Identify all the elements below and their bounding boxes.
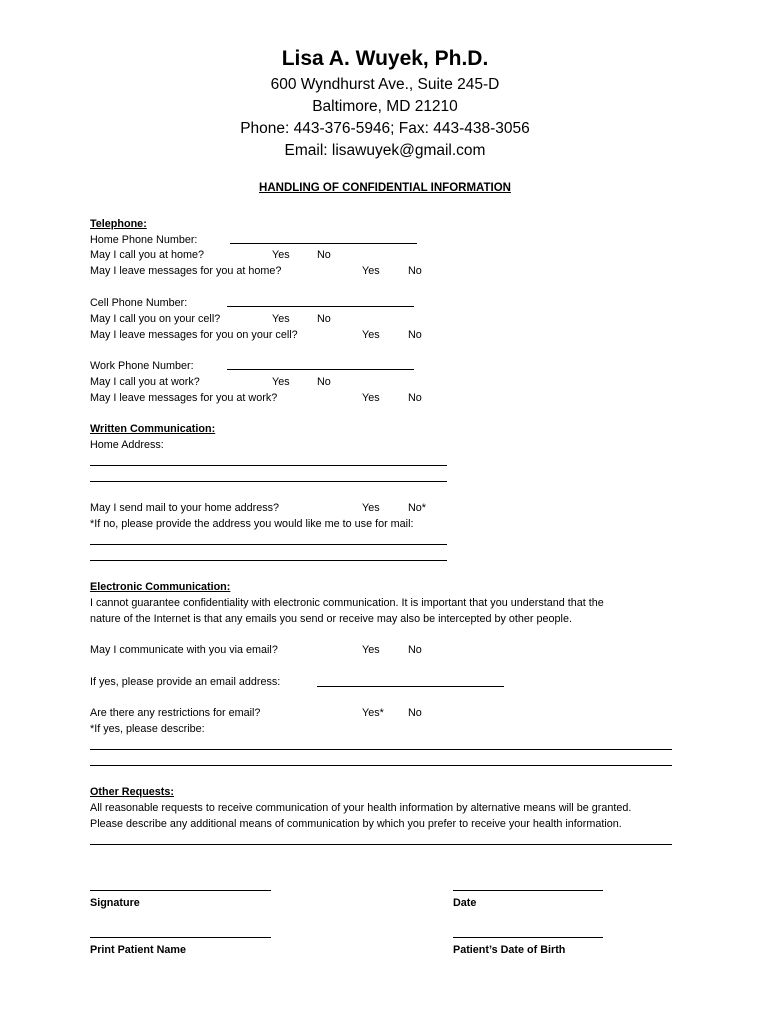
cell-phone-label: Cell Phone Number: — [90, 297, 188, 309]
cell-msg-no[interactable]: No — [408, 329, 422, 341]
email-no[interactable]: No — [408, 644, 422, 656]
work-phone-field[interactable] — [227, 369, 414, 370]
restrictions-line-1[interactable] — [90, 749, 672, 750]
telephone-heading: Telephone: — [90, 218, 147, 230]
document-title: HANDLING OF CONFIDENTIAL INFORMATION — [259, 182, 511, 194]
mail-question: May I send mail to your home address? — [90, 502, 280, 514]
home-call-question: May I call you at home? — [90, 249, 205, 261]
phone-fax: Phone: 443-376-5946; Fax: 443-438-3056 — [240, 120, 530, 137]
cell-msg-question: May I leave messages for you on your cell? — [90, 329, 298, 341]
email-question: May I communicate with you via email? — [90, 644, 278, 656]
mail-address-line-1[interactable] — [90, 544, 447, 545]
cell-msg-yes[interactable]: Yes — [362, 329, 380, 341]
home-call-yes[interactable]: Yes — [272, 249, 290, 261]
restrictions-no[interactable]: No — [408, 707, 422, 719]
restrictions-line-2[interactable] — [90, 765, 672, 766]
other-requests-line-1: All reasonable requests to receive communication of your health information by alternative means will be granted. — [90, 802, 632, 814]
work-msg-yes[interactable]: Yes — [362, 392, 380, 404]
work-call-question: May I call you at work? — [90, 376, 200, 388]
home-address-line-1[interactable] — [90, 465, 447, 466]
provider-name: Lisa A. Wuyek, Ph.D. — [281, 47, 489, 70]
home-msg-question: May I leave messages for you at home? — [90, 265, 282, 277]
work-phone-label: Work Phone Number: — [90, 360, 194, 372]
home-address-label: Home Address: — [90, 439, 164, 451]
work-call-yes[interactable]: Yes — [272, 376, 290, 388]
other-requests-field[interactable] — [90, 844, 672, 845]
email-address: Email: lisawuyek@gmail.com — [284, 142, 486, 159]
written-heading: Written Communication: — [90, 423, 216, 435]
email-yes[interactable]: Yes — [362, 644, 380, 656]
letterhead — [0, 44, 770, 162]
restrictions-yes[interactable]: Yes* — [362, 707, 384, 719]
work-call-no[interactable]: No — [317, 376, 331, 388]
home-msg-no[interactable]: No — [408, 265, 422, 277]
home-call-no[interactable]: No — [317, 249, 331, 261]
cell-call-question: May I call you on your cell? — [90, 313, 221, 325]
email-address-label: If yes, please provide an email address: — [90, 676, 281, 688]
mail-no[interactable]: No* — [408, 502, 427, 514]
date-label: Date — [453, 897, 477, 909]
electronic-heading: Electronic Communication: — [90, 581, 231, 593]
other-requests-line-2: Please describe any additional means of communication by which you prefer to receive your health information. — [90, 818, 622, 830]
print-name-label: Print Patient Name — [90, 944, 186, 956]
restrictions-describe-label: *If yes, please describe: — [90, 723, 205, 735]
home-phone-label: Home Phone Number: — [90, 234, 198, 246]
mail-alt-note: *If no, please provide the address you would like me to use for mail: — [90, 518, 414, 530]
other-requests-heading: Other Requests: — [90, 786, 174, 798]
cell-phone-field[interactable] — [227, 306, 414, 307]
mail-yes[interactable]: Yes — [362, 502, 380, 514]
electronic-paragraph-line-1: I cannot guarantee confidentiality with electronic communication. It is important that you understand that the — [90, 597, 604, 609]
cell-call-yes[interactable]: Yes — [272, 313, 290, 325]
work-msg-question: May I leave messages for you at work? — [90, 392, 278, 404]
signature-label: Signature — [90, 897, 140, 909]
home-address-line-2[interactable] — [90, 481, 447, 482]
dob-line[interactable] — [453, 937, 603, 938]
dob-label: Patient’s Date of Birth — [453, 944, 566, 956]
street-address: 600 Wyndhurst Ave., Suite 245-D — [270, 76, 500, 93]
home-msg-yes[interactable]: Yes — [362, 265, 380, 277]
print-name-line[interactable] — [90, 937, 271, 938]
restrictions-question: Are there any restrictions for email? — [90, 707, 261, 719]
signature-line[interactable] — [90, 890, 271, 891]
work-msg-no[interactable]: No — [408, 392, 422, 404]
city-state-zip: Baltimore, MD 21210 — [312, 98, 458, 115]
cell-call-no[interactable]: No — [317, 313, 331, 325]
home-phone-field[interactable] — [230, 243, 417, 244]
electronic-paragraph-line-2: nature of the Internet is that any emails you send or receive may also be intercepted by other people. — [90, 613, 572, 625]
date-line[interactable] — [453, 890, 603, 891]
mail-address-line-2[interactable] — [90, 560, 447, 561]
email-address-field[interactable] — [317, 686, 504, 687]
